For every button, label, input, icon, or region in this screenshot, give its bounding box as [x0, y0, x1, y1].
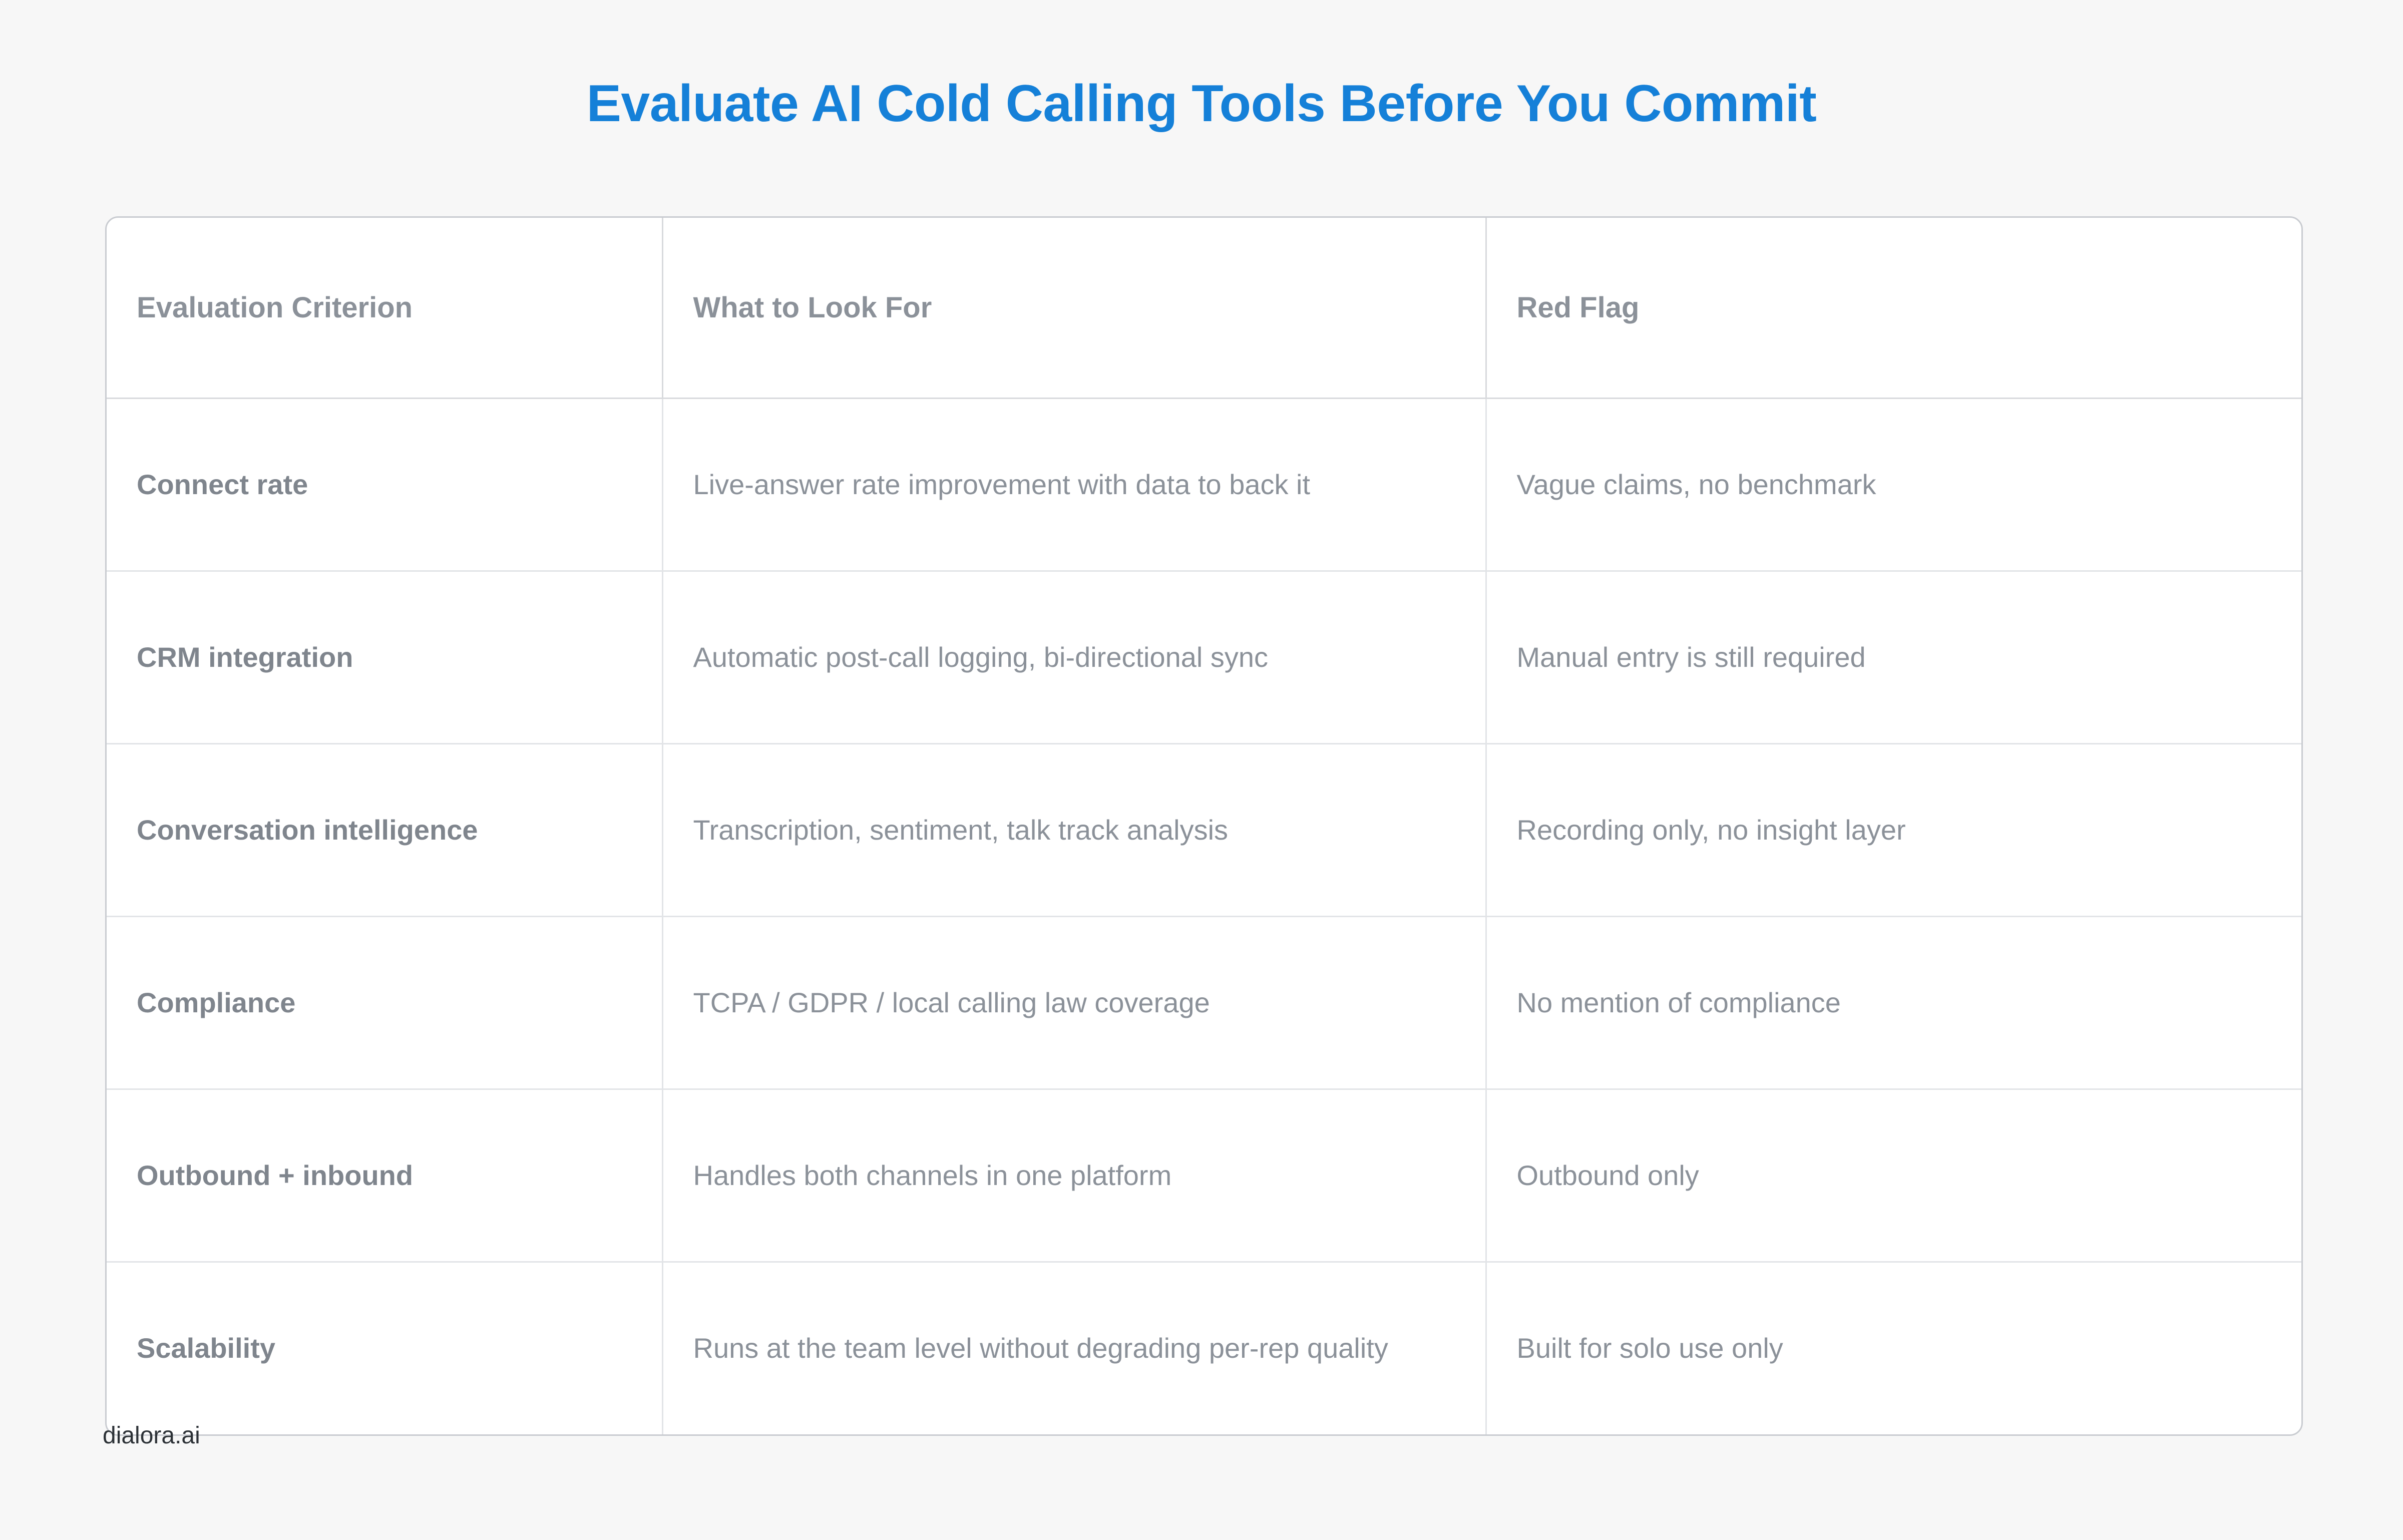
table-body	[107, 398, 2303, 1434]
cell-criterion: CRM integration	[107, 571, 662, 743]
cell-red-flag: No mention of compliance	[1486, 916, 2303, 1089]
cell-red-flag: Built for solo use only	[1486, 1262, 2303, 1434]
cell-red-flag: Manual entry is still required	[1486, 571, 2303, 743]
cell-criterion: Scalability	[137, 1332, 276, 1364]
table-row	[107, 1262, 2303, 1434]
cell-criterion: Conversation intelligence	[107, 743, 662, 916]
cell-look-for: Handles both channels in one platform	[662, 1089, 1486, 1262]
table-row	[107, 916, 2303, 1089]
comparison-table-card	[105, 216, 2303, 1436]
cell-criterion: Compliance	[107, 916, 662, 1089]
page-title: Evaluate AI Cold Calling Tools Before You Commit	[586, 75, 1817, 133]
cell-look-for: Transcription, sentiment, talk track analysis	[662, 743, 1486, 916]
table-row	[107, 398, 2303, 571]
table-header-row	[107, 218, 2303, 398]
cell-look-for: Live-answer rate improvement with data to back it	[662, 398, 1486, 571]
cell-look-for: TCPA / GDPR / local calling law coverage	[662, 916, 1486, 1089]
cell-look-for: Runs at the team level without degrading per-rep quality	[662, 1262, 1486, 1434]
cell-red-flag: Recording only, no insight layer	[1486, 743, 2303, 916]
source-attribution: dialora.ai	[103, 1422, 200, 1449]
cell-red-flag: Vague claims, no benchmark	[1486, 398, 2303, 571]
table-row	[107, 1089, 2303, 1262]
table-row	[107, 571, 2303, 743]
cell-red-flag: Outbound only	[1486, 1089, 2303, 1262]
column-header-criterion: Evaluation Criterion	[107, 218, 662, 398]
cell-criterion: Connect rate	[107, 398, 662, 571]
column-header-what-to-look-for: What to Look For	[662, 218, 1486, 398]
table-row	[107, 743, 2303, 916]
column-header-red-flag: Red Flag	[1486, 218, 2303, 398]
table-header	[107, 218, 2303, 398]
comparison-table	[107, 218, 2303, 1434]
cell-look-for: Automatic post-call logging, bi-directional sync	[662, 571, 1486, 743]
cell-criterion: Outbound + inbound	[107, 1089, 662, 1262]
